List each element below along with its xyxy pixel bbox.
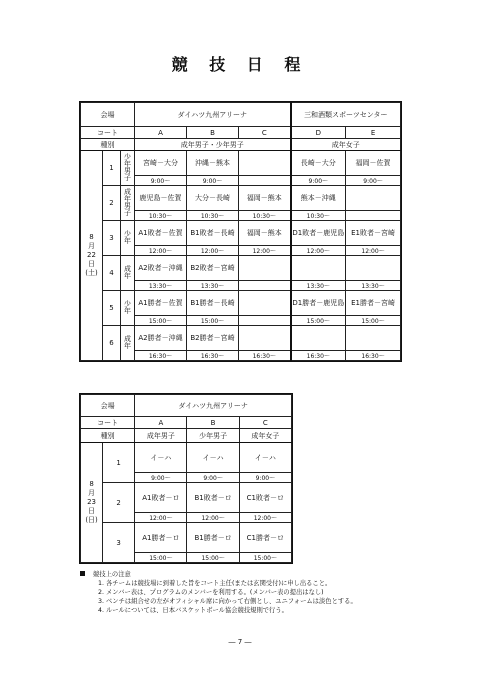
court-d: D [291,127,346,139]
game-type: 成年男子 [121,186,135,221]
match-cell: 大分－長崎 [187,186,239,211]
time-cell: 9:00～ [291,176,346,186]
date-cell [81,443,103,563]
match-cell: D1敗者－鹿児島 [291,221,346,246]
time-cell [346,211,401,221]
time-cell: 13:30～ [346,281,401,291]
match-cell: イ－ハ [239,443,291,473]
match-cell [239,256,291,281]
court-c: C [239,417,291,429]
match-cell: A2敗者－沖縄 [135,256,187,281]
time-cell: 15:00～ [239,553,291,563]
notes-header: 競技上の注意 [93,571,131,578]
match-cell [346,326,401,351]
time-cell: 9:00～ [346,176,401,186]
match-cell: A1勝者－ロ [135,523,187,553]
match-cell: B1敗者－長崎 [187,221,239,246]
date-month-num: 8 [89,233,94,241]
time-cell: 10:30～ [135,211,187,221]
match-cell: D1勝者－鹿児島 [291,291,346,316]
match-cell [239,151,291,176]
venue-label: 会場 [81,395,135,417]
court-label: コート [81,417,135,429]
match-cell [346,186,401,211]
match-cell: C1勝者－ロ [239,523,291,553]
match-cell: イ－ハ [187,443,239,473]
match-cell: E1敗者－宮崎 [346,221,401,246]
time-cell: 10:30～ [291,211,346,221]
court-e: E [346,127,401,139]
game-no: 3 [103,221,121,256]
match-cell [239,291,291,316]
time-cell: 15:00～ [135,316,187,326]
category-2: 成年女子 [291,139,401,151]
match-cell: A2勝者－沖縄 [135,326,187,351]
court-b: B [187,127,239,139]
match-cell: 福岡－熊本 [239,186,291,211]
venue-1: ダイハツ九州アリーナ [135,103,291,127]
game-no: 5 [103,291,121,326]
time-cell: 12:00～ [187,513,239,523]
category-label: 種別 [81,429,135,443]
game-no: 1 [103,443,135,483]
category-label: 種別 [81,139,135,151]
page-number: ― 7 ― [228,638,252,646]
time-cell: 10:30～ [239,211,291,221]
game-type: 少年 [121,291,135,326]
match-cell [346,256,401,281]
game-type: 成年 [121,256,135,291]
time-cell: 12:00～ [239,246,291,256]
match-cell: E1勝者－宮崎 [346,291,401,316]
notes-section [92,570,357,615]
time-cell: 12:00～ [135,513,187,523]
time-cell: 12:00～ [135,246,187,256]
time-cell: 12:00～ [291,246,346,256]
time-cell: 13:30～ [135,281,187,291]
match-cell: 長崎－大分 [291,151,346,176]
date-weekday: (日) [85,516,98,524]
time-cell: 12:00～ [187,246,239,256]
match-cell: 熊本－沖縄 [291,186,346,211]
time-cell: 9:00～ [135,176,187,186]
date-weekday: (土) [85,269,98,277]
note-item: 1. 各チームは競技場に到着した旨をコート主任(または玄関受付)に申し出ること。 [98,580,332,587]
game-no: 1 [103,151,121,186]
match-cell: 鹿児島－佐賀 [135,186,187,211]
match-cell: A1勝者－佐賀 [135,291,187,316]
time-cell: 15:00～ [187,553,239,563]
court-label: コート [81,127,135,139]
match-cell: B1敗者－ロ [187,483,239,513]
venue-1: ダイハツ九州アリーナ [135,395,292,417]
date-month-num: 8 [89,480,94,488]
game-no: 2 [103,186,121,221]
time-cell: 16:30～ [239,351,291,361]
time-cell: 9:00～ [239,473,291,483]
category-cell: 成年女子 [239,429,291,443]
time-cell: 12:00～ [346,246,401,256]
date-cell [81,151,103,361]
match-cell [239,326,291,351]
match-cell: B1勝者－長崎 [187,291,239,316]
match-cell [291,326,346,351]
time-cell: 9:00～ [187,176,239,186]
game-no: 6 [103,326,121,361]
game-no: 4 [103,256,121,291]
square-bullet-icon [80,571,85,576]
notes-header-row [80,570,357,579]
schedule-table-day1 [80,102,401,361]
schedule-table-day2 [80,394,292,563]
game-no: 3 [103,523,135,563]
match-cell [291,256,346,281]
match-cell: B1勝者－ロ [187,523,239,553]
time-cell [239,281,291,291]
time-cell: 9:00～ [135,473,187,483]
time-cell: 13:30～ [187,281,239,291]
venue-label: 会場 [81,103,135,127]
match-cell: A1敗者－佐賀 [135,221,187,246]
time-cell: 13:30～ [291,281,346,291]
page-title: 競 技 日 程 [171,55,309,74]
game-type: 成年 [121,326,135,361]
note-item: 3. ベンチは組合せの左がオフィシャル席に向かって右側とし、ユニフォームは淡色とする。 [98,598,357,605]
time-cell: 15:00～ [291,316,346,326]
time-cell: 16:30～ [346,351,401,361]
match-cell: 宮崎－大分 [135,151,187,176]
date-day: 日 [88,260,95,268]
date-day-num: 22 [87,251,96,259]
match-cell: イ－ハ [135,443,187,473]
note-item: 2. メンバー表は、プログラムのメンバーを利用する。(メンバー表の提出はなし) [98,589,324,596]
time-cell: 15:00～ [135,553,187,563]
time-cell: 16:30～ [135,351,187,361]
match-cell: B2敗者－宮崎 [187,256,239,281]
time-cell [239,176,291,186]
court-a: A [135,127,187,139]
match-cell: A1敗者－ロ [135,483,187,513]
category-1: 成年男子・少年男子 [135,139,291,151]
date-month: 月 [88,489,96,497]
time-cell: 15:00～ [346,316,401,326]
court-b: B [187,417,239,429]
time-cell: 12:00～ [239,513,291,523]
time-cell: 9:00～ [187,473,239,483]
match-cell: 福岡－佐賀 [346,151,401,176]
date-day: 日 [88,507,96,515]
category-cell: 少年男子 [187,429,239,443]
date-day-num: 23 [87,498,96,506]
time-cell: 16:30～ [291,351,346,361]
time-cell: 10:30～ [187,211,239,221]
match-cell: B2勝者－宮崎 [187,326,239,351]
category-cell: 成年男子 [135,429,187,443]
time-cell: 16:30～ [187,351,239,361]
match-cell: 沖縄－熊本 [187,151,239,176]
time-cell [239,316,291,326]
court-c: C [239,127,291,139]
venue-2: 三和酒類スポーツセンター [291,103,401,127]
match-cell: C1敗者－ロ [239,483,291,513]
note-item: 4. ルールについては、日本バスケットボール協会競技規則で行う。 [98,607,288,614]
game-type: 少年男子 [121,151,135,186]
court-a: A [135,417,187,429]
time-cell: 15:00～ [187,316,239,326]
game-no: 2 [103,483,135,523]
game-type: 少年 [121,221,135,256]
match-cell: 福岡－熊本 [239,221,291,246]
date-month: 月 [88,242,95,250]
